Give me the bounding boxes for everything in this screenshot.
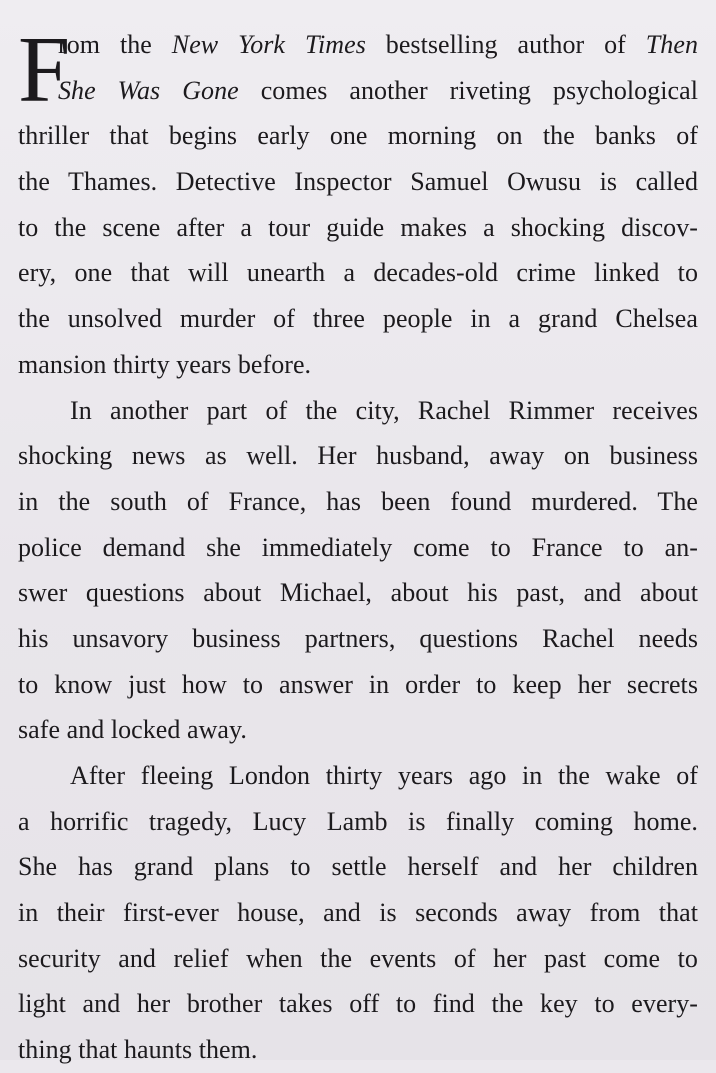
- text-line: [18, 662, 698, 708]
- text-run: light and her brother takes off to find the key to every-: [18, 989, 698, 1019]
- text-run: In another part of the city, Rachel Rimmer receives: [70, 395, 698, 425]
- text-line: [18, 205, 698, 251]
- text-run: the unsolved murder of three people in a grand Chelsea: [18, 304, 698, 334]
- text-run: in their first-ever house, and is seconds away from that: [18, 898, 698, 928]
- text-line: [18, 388, 698, 434]
- text-run: thriller that begins early one morning on the banks of: [18, 121, 698, 151]
- text-run: safe and locked away.: [18, 715, 247, 745]
- paragraph: [18, 18, 698, 388]
- text-line: [18, 707, 698, 753]
- text-run: ery, one that will unearth a decades-old crime linked to: [18, 258, 698, 288]
- text-line: [18, 433, 698, 479]
- text-run: mansion thirty years before.: [18, 349, 312, 379]
- text-line: [18, 799, 698, 845]
- text-line: [18, 525, 698, 571]
- text-line: [18, 844, 698, 890]
- text-run: comes another riveting psychological: [238, 75, 698, 105]
- text-run: to know just how to answer in order to keep her secrets: [18, 669, 698, 699]
- italic-title-text: She Was Gone: [58, 75, 239, 105]
- text-run: rom the: [58, 30, 172, 59]
- text-line: [18, 570, 698, 616]
- italic-title-text: Then: [645, 30, 698, 59]
- text-run: bestselling author of: [365, 30, 646, 59]
- text-line: [18, 250, 698, 296]
- text-line: [18, 296, 698, 342]
- text-run: shocking news as well. Her husband, away on business: [18, 441, 698, 471]
- text-run: in the south of France, has been found murdered. The: [18, 486, 698, 516]
- text-run: his unsavory business partners, questions Rachel needs: [18, 623, 698, 653]
- text-line: [18, 113, 698, 159]
- text-line: [18, 479, 698, 525]
- text-line: [18, 68, 698, 114]
- paragraph: [18, 753, 698, 1073]
- text-run: She has grand plans to settle herself and her children: [18, 852, 698, 882]
- drop-cap: F: [18, 18, 71, 122]
- text-line: [18, 342, 698, 388]
- text-run: police demand she immediately come to France to an-: [18, 532, 698, 562]
- text-line: [18, 981, 698, 1027]
- text-line: [18, 616, 698, 662]
- text-run: to the scene after a tour guide makes a shocking discov-: [18, 212, 698, 242]
- text-line: [18, 890, 698, 936]
- text-run: thing that haunts them.: [18, 1035, 258, 1065]
- text-line: [18, 753, 698, 799]
- paragraph: [18, 388, 698, 754]
- text-run: the Thames. Detective Inspector Samuel Owusu is called: [18, 167, 698, 197]
- text-line: [18, 159, 698, 205]
- text-run: security and relief when the events of her past come to: [18, 943, 698, 973]
- text-run: swer questions about Michael, about his past, and about: [18, 578, 698, 608]
- text-line: [18, 936, 698, 982]
- italic-title-text: New York Times: [171, 30, 366, 59]
- text-line: [18, 1027, 698, 1073]
- text-run: a horrific tragedy, Lucy Lamb is finally coming home.: [18, 806, 698, 836]
- blurb-text: [18, 18, 698, 1073]
- text-run: After fleeing London thirty years ago in the wake of: [70, 761, 698, 790]
